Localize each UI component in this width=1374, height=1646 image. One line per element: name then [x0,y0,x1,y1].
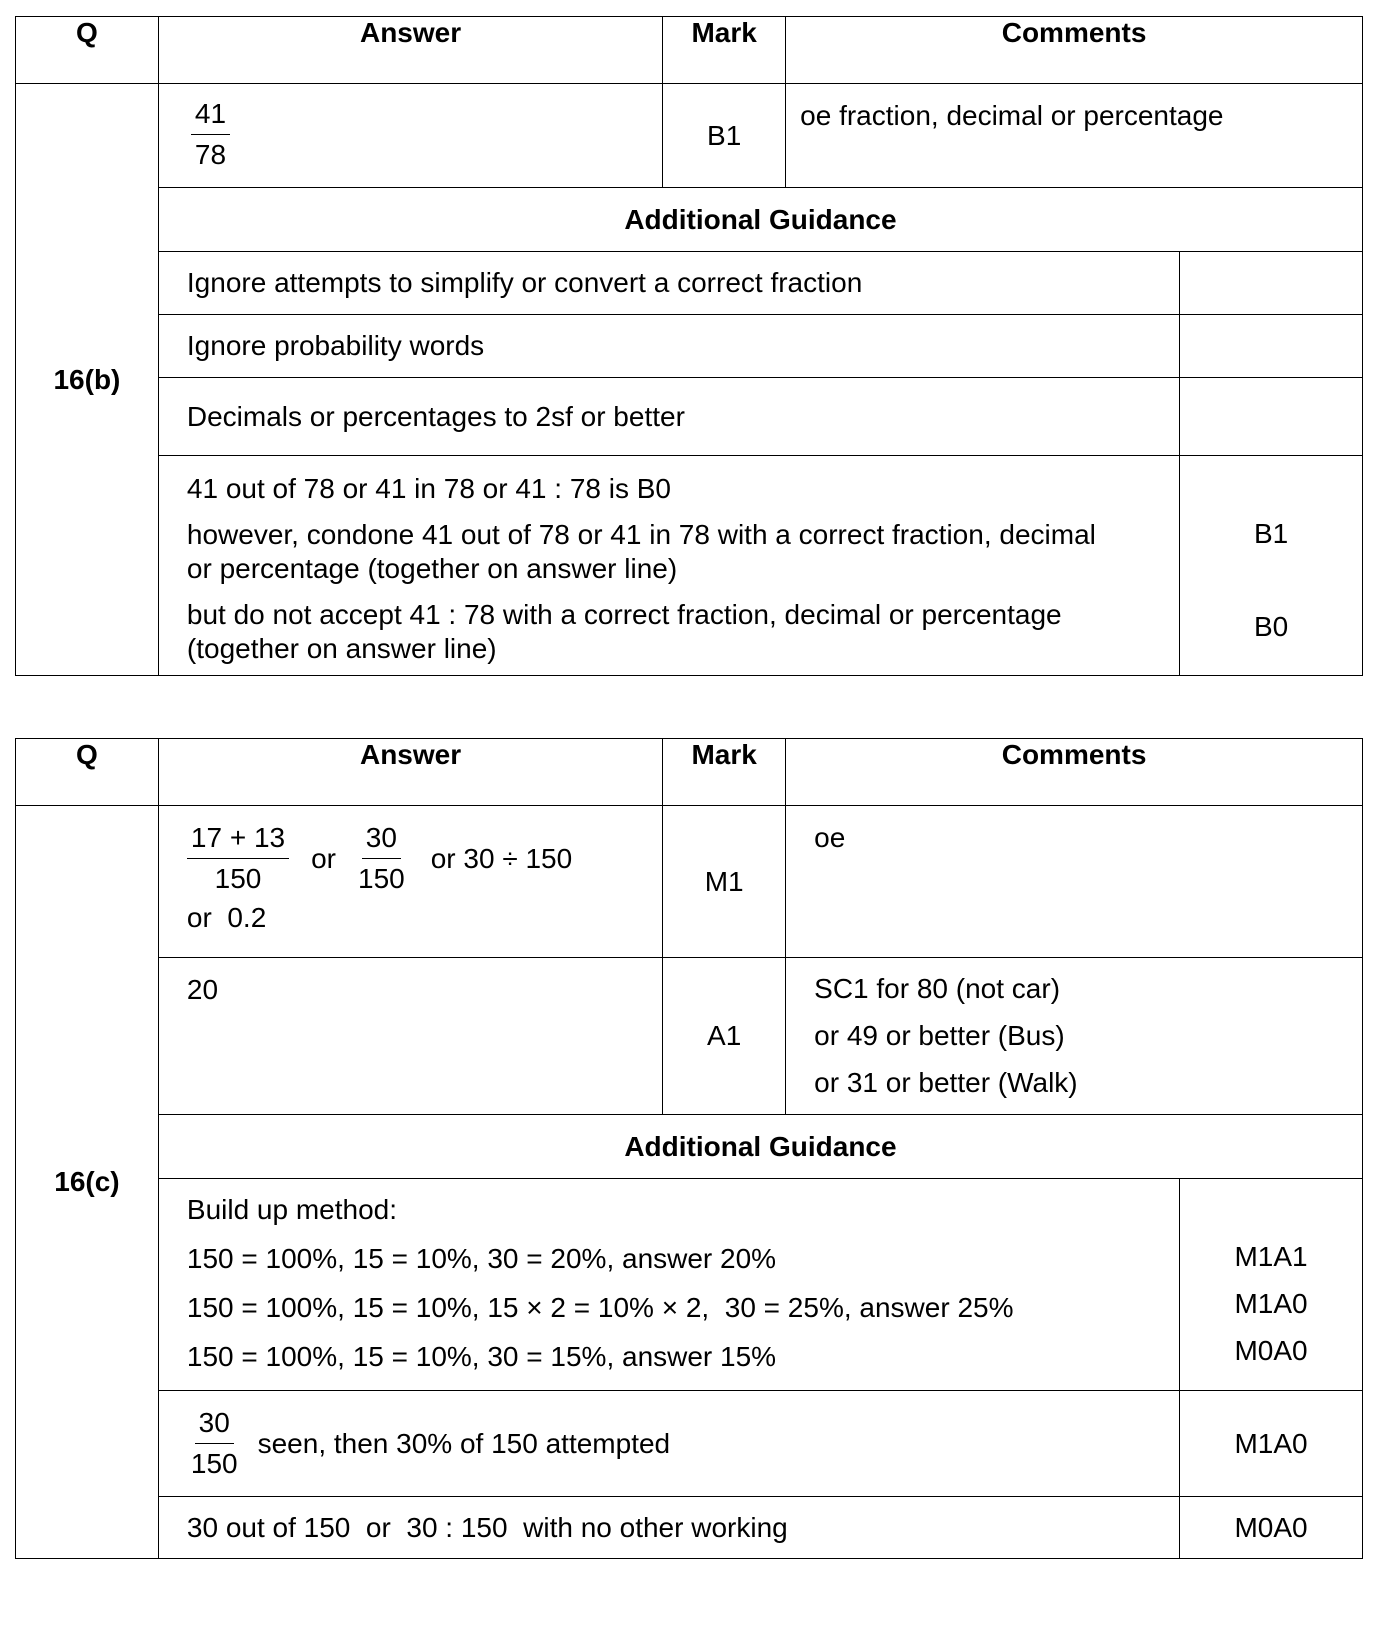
comment-cell: oe [786,806,1363,958]
fraction-denominator: 150 [190,1448,238,1479]
guidance-mark: M1A1 [1234,1241,1308,1272]
header-comments: Comments [786,739,1363,806]
additional-guidance-title: Additional Guidance [158,1115,1362,1179]
guidance-text-multiline [158,1179,1179,1391]
comment-line: SC1 for 80 (not car) [814,973,1061,1004]
guidance-text: Decimals or percentages to 2sf or better [158,378,1179,456]
header-mark: Mark [663,17,786,84]
guidance-line: 150 = 100%, 15 = 10%, 30 = 15%, answer 15% [186,1341,777,1372]
guidance-line: 150 = 100%, 15 = 10%, 15 × 2 = 10% × 2, 30 = 25%, answer 25% [186,1292,1014,1323]
fraction-denominator: 150 [358,863,405,894]
fraction-numerator: 30 [362,822,401,859]
header-q: Q [16,739,159,806]
or-text: or [311,842,336,874]
answer-cell: 20 [158,958,662,1115]
fraction-denominator: 78 [194,139,227,170]
guidance-text: Ignore attempts to simplify or convert a correct fraction [158,252,1179,315]
mark-cell: B1 [663,84,786,188]
question-number: 16(b) [16,84,159,676]
guidance-fraction [187,1407,242,1480]
guidance-mark [1180,378,1363,456]
guidance-mark: B1 [1253,518,1289,549]
header-mark: Mark [663,739,786,806]
question-number: 16(c) [16,806,159,1559]
header-answer: Answer [158,739,662,806]
answer-text: or 0.2 [186,902,267,933]
guidance-line: or percentage (together on answer line) [186,553,678,584]
guidance-line: seen, then 30% of 150 attempted [257,1427,671,1459]
guidance-line: (together on answer line) [186,633,497,664]
additional-guidance-title: Additional Guidance [158,188,1362,252]
guidance-mark: M0A0 [1234,1335,1308,1366]
guidance-text-multiline [158,456,1179,676]
answer-cell [158,806,662,958]
guidance-mark: B0 [1253,611,1289,642]
guidance-line: but do not accept 41 : 78 with a correct fraction, decimal or percentage [186,599,1062,630]
mark-scheme-table-16c [15,738,1363,1559]
fraction-numerator: 17 + 13 [187,822,289,859]
answer-text: or 30 ÷ 150 [430,842,573,874]
guidance-text [158,1391,1179,1497]
guidance-line: however, condone 41 out of 78 or 41 in 78 with a correct fraction, decimal [186,519,1096,550]
comment-cell: oe fraction, decimal or percentage [786,84,1363,188]
guidance-line: 41 out of 78 or 41 in 78 or 41 : 78 is B0 [186,473,671,504]
fraction-numerator: 41 [191,98,230,135]
fraction-denominator: 150 [214,863,262,894]
guidance-mark: M0A0 [1180,1497,1363,1559]
answer-fraction [354,822,409,895]
guidance-line: 150 = 100%, 15 = 10%, 30 = 20%, answer 20% [186,1243,777,1274]
answer-fraction [187,822,289,895]
guidance-line: Build up method: [186,1194,398,1225]
mark-cell: M1 [663,806,786,958]
guidance-mark: M1A0 [1234,1288,1308,1319]
guidance-mark-cell [1180,1179,1363,1391]
answer-cell [158,84,662,188]
guidance-mark [1180,252,1363,315]
guidance-text: 30 out of 150 or 30 : 150 with no other working [158,1497,1179,1559]
guidance-mark [1180,315,1363,378]
comment-cell [786,958,1363,1115]
header-q: Q [16,17,159,84]
guidance-mark-cell [1180,456,1363,676]
comment-line: or 49 or better (Bus) [814,1020,1065,1051]
mark-scheme-table-16b [15,16,1363,676]
comment-line: or 31 or better (Walk) [814,1067,1078,1098]
guidance-text: Ignore probability words [158,315,1179,378]
header-answer: Answer [158,17,662,84]
mark-cell: A1 [663,958,786,1115]
answer-fraction [191,98,230,171]
guidance-mark: M1A0 [1180,1391,1363,1497]
header-comments: Comments [786,17,1363,84]
fraction-numerator: 30 [195,1407,234,1444]
